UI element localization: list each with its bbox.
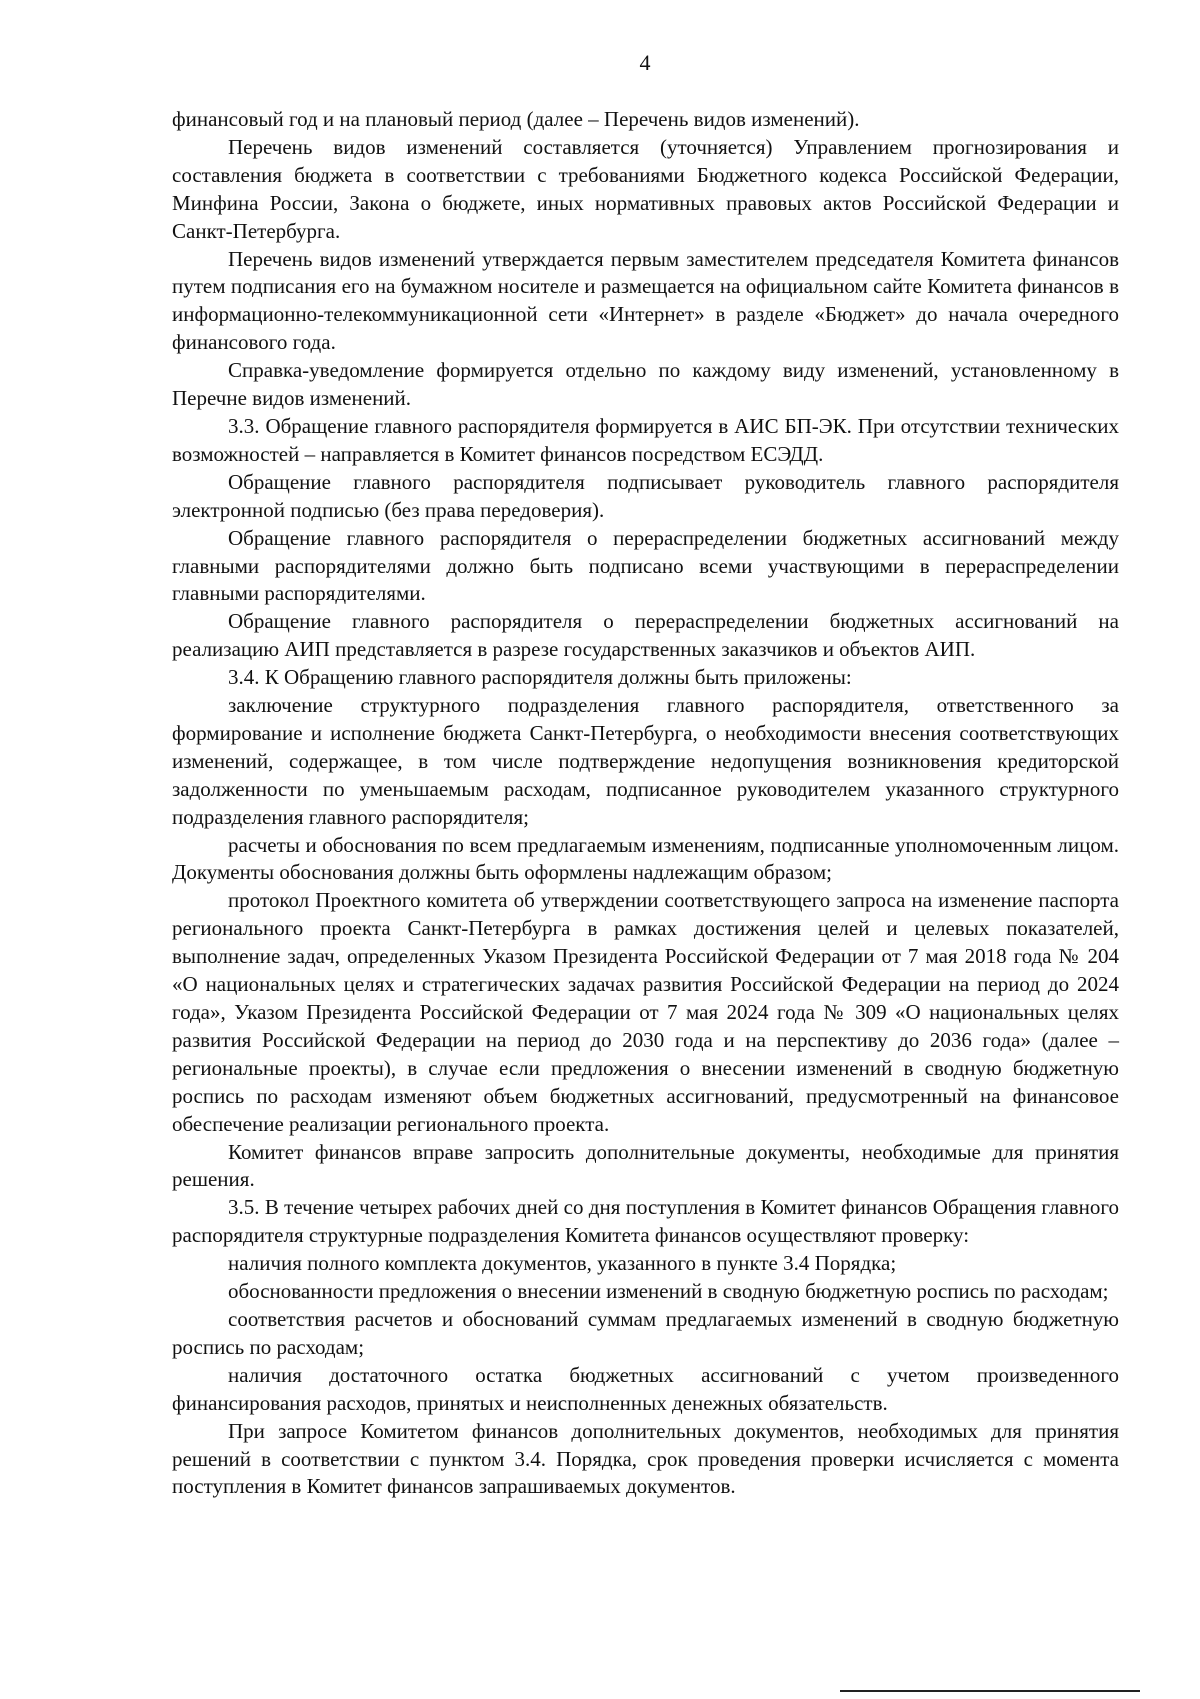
list-item: заключение структурного подразделения главного распорядителя, ответственного за формирование и исполнение бюджета Санкт-Петербурга, о необходимости внесения соответствующих изменений, содержащее, в том числе подтверждение недопущения возникновения кредиторской задолженности по уменьшаемым расходам, подписанное руководителем указанного структурного подразделения главного распорядителя; — [172, 693, 1119, 829]
document-body — [172, 106, 1119, 1501]
list-item: расчеты и обоснования по всем предлагаемым изменениям, подписанные уполномоченным лицом. Документы обоснования должны быть оформлены надлежащим образом; — [172, 832, 1119, 885]
paragraph: Перечень видов изменений утверждается первым заместителем председателя Комитета финансов путем подписания его на бумажном носителе и размещается на официальном сайте Комитета финансов в информационно-телекоммуникационной сети «Интернет» в разделе «Бюджет» до начала очередного финансового года. — [172, 246, 1119, 355]
list-item: соответствия расчетов и обоснований суммам предлагаемых изменений в сводную бюджетную роспись по расходам; — [172, 1306, 1119, 1359]
paragraph-section-3-3: 3.3. Обращение главного распорядителя формируется в АИС БП-ЭК. При отсутствии технических возможностей – направляется в Комитет финансов посредством ЕСЭДД. — [172, 413, 1119, 466]
list-item: протокол Проектного комитета об утверждении соответствующего запроса на изменение паспорта регионального проекта Санкт-Петербурга в рамках достижения целей и целевых показателей, выполнение задач, определенных Указом Президента Российской Федерации от 7 мая 2018 года № 204 «О национальных целях и стратегических задачах развития Российской Федерации на период до 2024 года», Указом Президента Российской Федерации от 7 мая 2024 года № 309 «О национальных целях развития Российской Федерации на период до 2030 года и на перспективу до 2036 года» (далее – региональные проекты), в случае если предложения о внесении изменений в сводную бюджетную роспись по расходам изменяют объем бюджетных ассигнований, предусмотренный на финансовое обеспечение реализации регионального проекта. — [172, 888, 1119, 1136]
list-item: обоснованности предложения о внесении изменений в сводную бюджетную роспись по расходам; — [228, 1279, 1109, 1304]
paragraph: При запросе Комитетом финансов дополнительных документов, необходимых для принятия решений в соответствии с пунктом 3.4. Порядка, срок проведения проверки исчисляется с момента поступления в Комитет финансов запрашиваемых документов. — [172, 1418, 1119, 1499]
paragraph-section-3-5: 3.5. В течение четырех рабочих дней со дня поступления в Комитет финансов Обращения главного распорядителя структурные подразделения Комитета финансов осуществляют проверку: — [172, 1195, 1119, 1248]
paragraph: Обращение главного распорядителя подписывает руководитель главного распорядителя электронной подписью (без права передоверия). — [172, 469, 1119, 522]
paragraph: Обращение главного распорядителя о перераспределении бюджетных ассигнований на реализацию АИП представляется в разрезе государственных заказчиков и объектов АИП. — [172, 609, 1119, 662]
paragraph-continuation: финансовый год и на плановый период (далее – Перечень видов изменений). — [172, 107, 860, 131]
page-number: 4 — [639, 50, 651, 75]
paragraph: Перечень видов изменений составляется (уточняется) Управлением прогнозирования и составления бюджета в соответствии с требованиями Бюджетного кодекса Российской Федерации, Минфина России, Закона о бюджете, иных нормативных правовых актов Российской Федерации и Санкт-Петербурга. — [172, 134, 1119, 243]
list-item: наличия достаточного остатка бюджетных ассигнований с учетом произведенного финансирования расходов, принятых и неисполненных денежных обязательств. — [172, 1362, 1119, 1415]
list-item: наличия полного комплекта документов, указанного в пункте 3.4 Порядка; — [228, 1251, 897, 1276]
paragraph: Справка-уведомление формируется отдельно по каждому виду изменений, установленному в Перечне видов изменений. — [172, 358, 1119, 411]
paragraph: Обращение главного распорядителя о перераспределении бюджетных ассигнований между главными распорядителями должно быть подписано всеми участвующими в перераспределении главными распорядителями. — [172, 525, 1119, 606]
scan-edge-line — [840, 1690, 1140, 1692]
paragraph-section-3-4: 3.4. К Обращению главного распорядителя должны быть приложены: — [228, 665, 852, 690]
paragraph: Комитет финансов вправе запросить дополнительные документы, необходимые для принятия решения. — [172, 1139, 1119, 1192]
